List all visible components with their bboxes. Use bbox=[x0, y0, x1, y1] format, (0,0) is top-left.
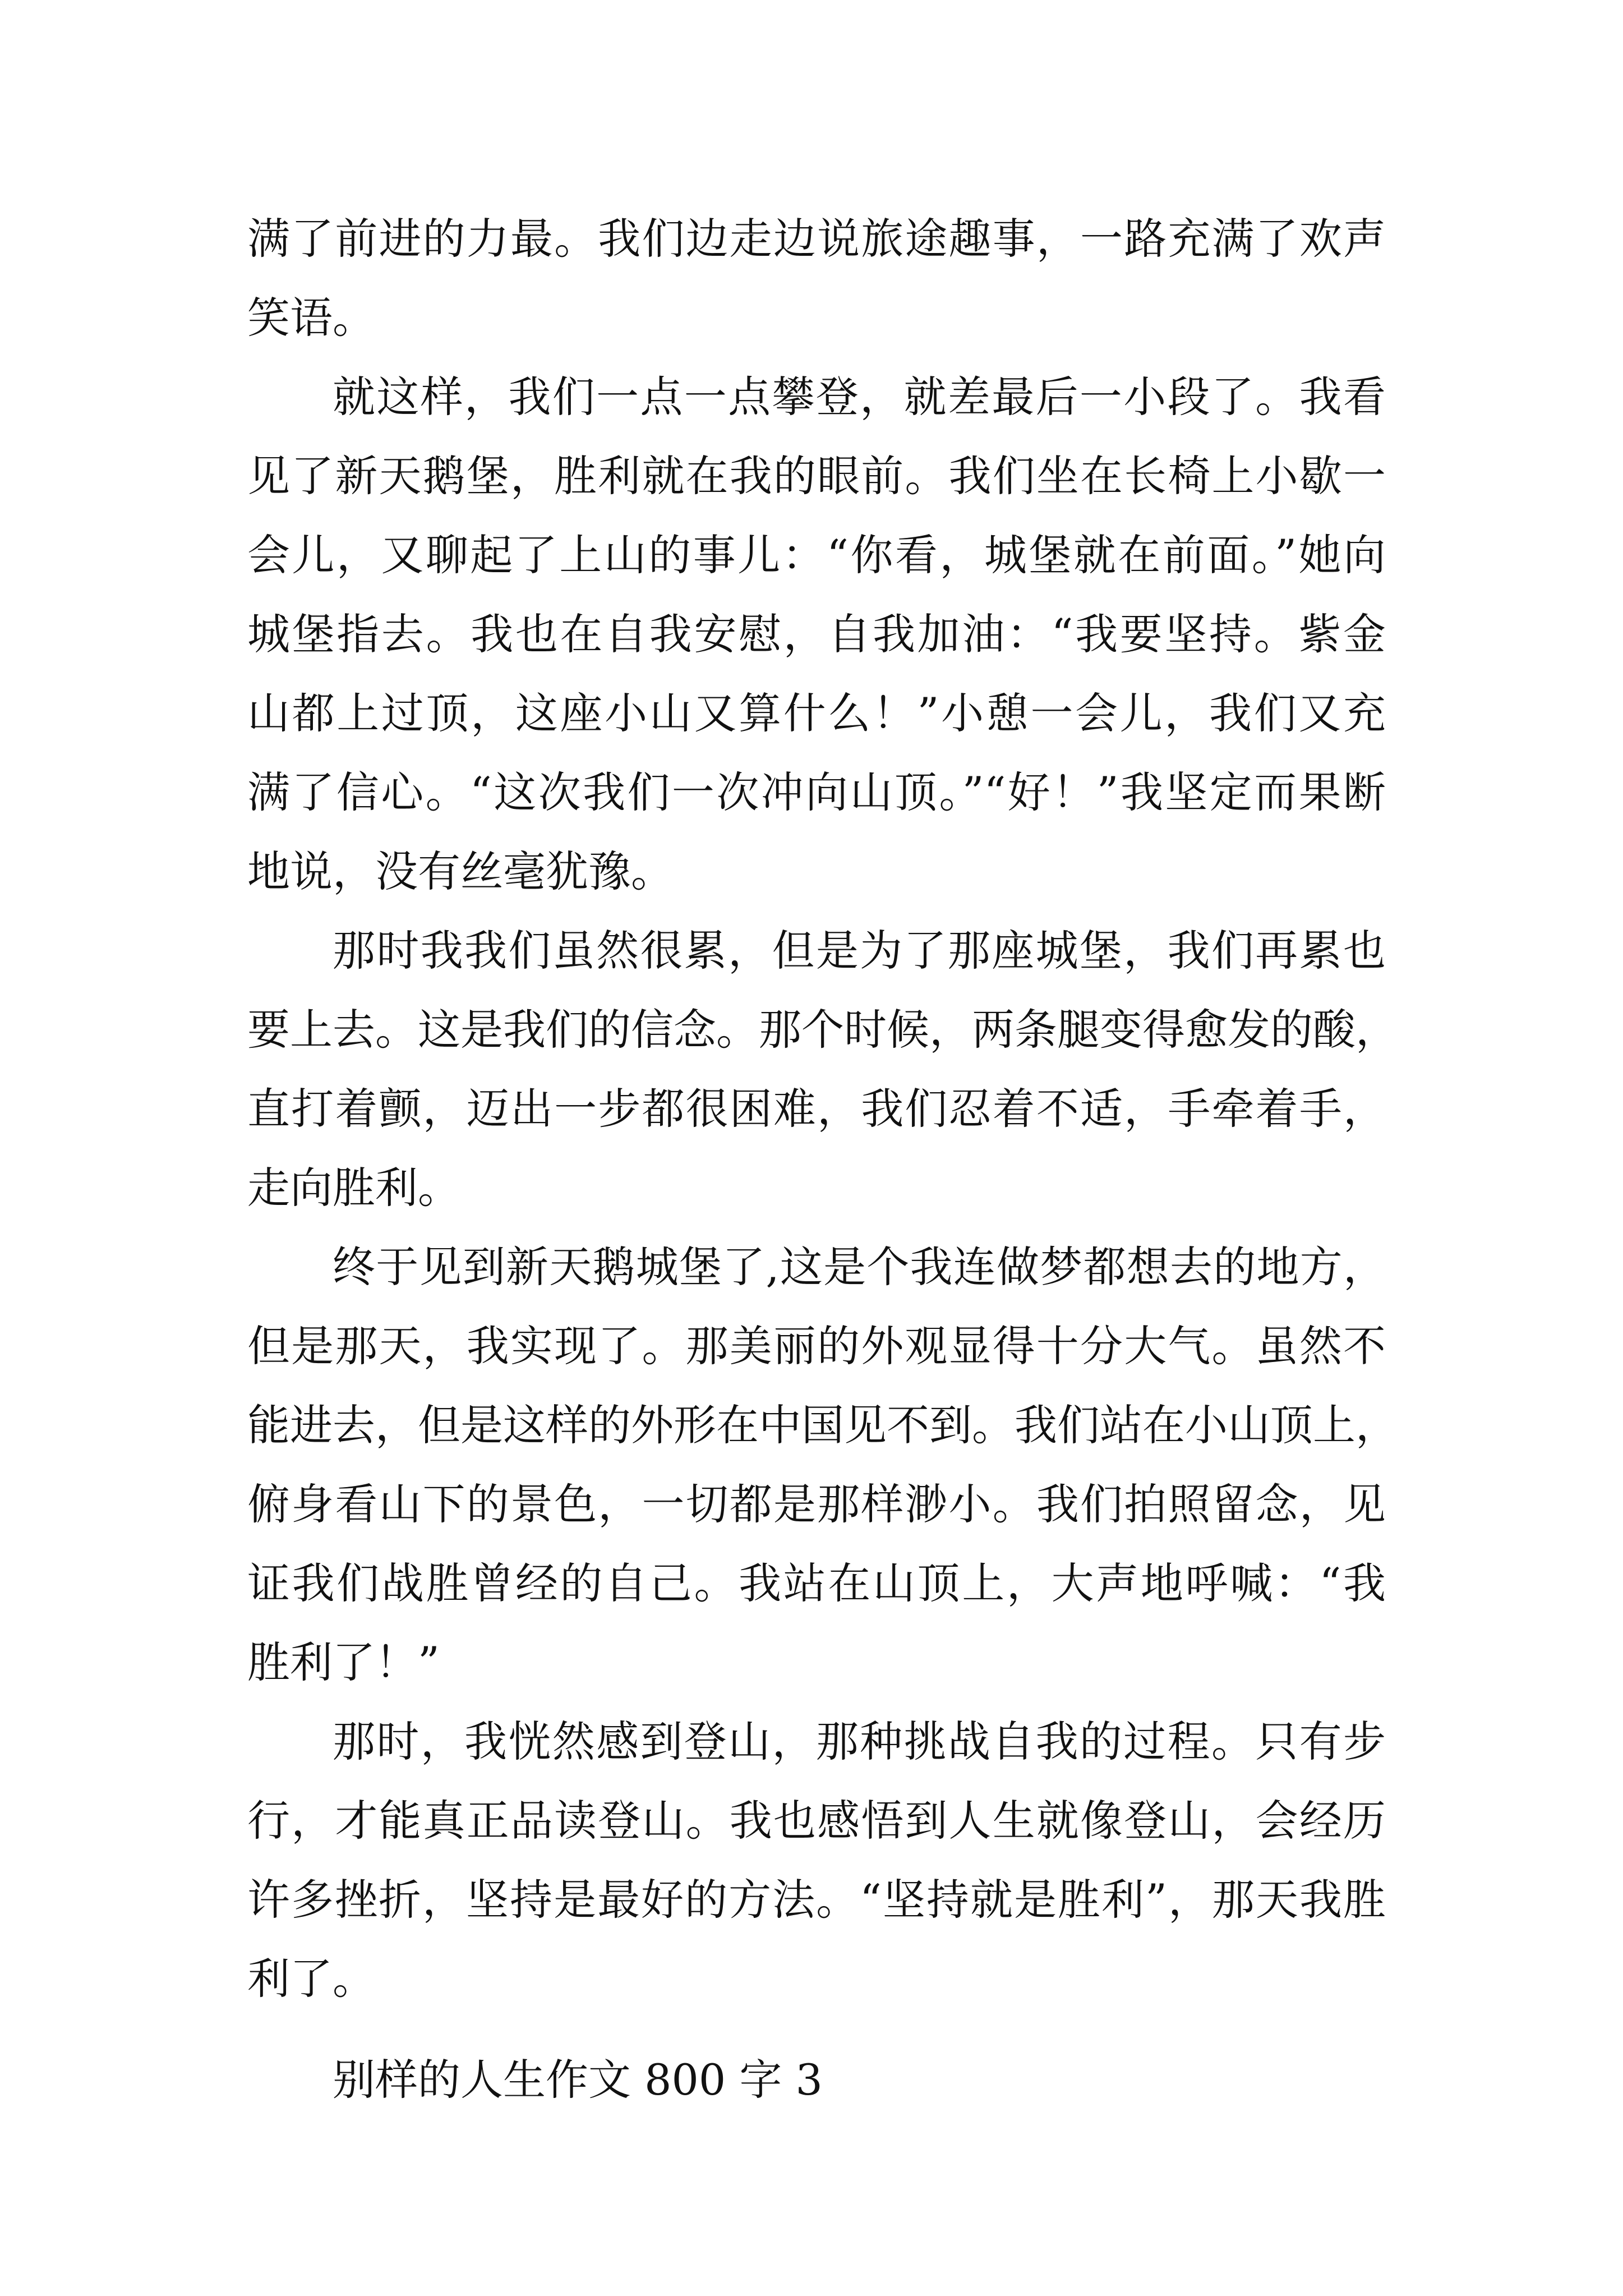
text-line: 会儿，又聊起了上山的事儿：“你看，城堡就在前面。”她向 bbox=[247, 530, 1386, 580]
section-heading: 别样的人生作文 800 字 3 bbox=[333, 2055, 823, 2105]
text-line: 但是那天，我实现了。那美丽的外观显得十分大气。虽然不 bbox=[247, 1321, 1386, 1371]
text-line: 走向胜利。 bbox=[247, 1163, 460, 1213]
paragraph-first-line: 那时，我恍然感到登山，那种挑战自我的过程。只有步 bbox=[333, 1717, 1386, 1766]
text-line: 直打着颤，迈出一步都很困难，我们忍着不适，手牵着手， bbox=[247, 1084, 1386, 1134]
text-line: 利了。 bbox=[247, 1954, 375, 2004]
text-line: 地说，没有丝毫犹豫。 bbox=[247, 846, 674, 896]
text-line: 证我们战胜曾经的自己。我站在山顶上，大声地呼喊：“我 bbox=[247, 1558, 1386, 1608]
text-line: 山都上过顶，这座小山又算什么！”小憩一会儿，我们又充 bbox=[247, 688, 1386, 738]
paragraph-first-line: 终于见到新天鹅城堡了,这是个我连做梦都想去的地方， bbox=[333, 1242, 1386, 1292]
text-line: 许多挫折，坚持是最好的方法。“坚持就是胜利”，那天我胜 bbox=[247, 1875, 1386, 1925]
paragraph-first-line: 那时我我们虽然很累，但是为了那座城堡，我们再累也 bbox=[333, 926, 1386, 976]
text-line: 能进去，但是这样的外形在中国见不到。我们站在小山顶上， bbox=[247, 1400, 1398, 1450]
text-line: 行，才能真正品读登山。我也感悟到人生就像登山，会经历 bbox=[247, 1796, 1386, 1846]
text-line: 要上去。这是我们的信念。那个时候，两条腿变得愈发的酸， bbox=[247, 1005, 1398, 1055]
text-line: 俯身看山下的景色，一切都是那样渺小。我们拍照留念，见 bbox=[247, 1479, 1386, 1529]
text-line: 胜利了！” bbox=[247, 1637, 440, 1687]
text-line: 满了信心。“这次我们一次冲向山顶。”“好！”我坚定而果断 bbox=[247, 767, 1386, 817]
text-line: 见了新天鹅堡，胜利就在我的眼前。我们坐在长椅上小歇一 bbox=[247, 451, 1386, 501]
text-line: 笑语。 bbox=[247, 293, 375, 343]
text-line: 城堡指去。我也在自我安慰，自我加油：“我要坚持。紫金 bbox=[247, 609, 1386, 659]
paragraph-first-line: 就这样，我们一点一点攀登，就差最后一小段了。我看 bbox=[333, 372, 1386, 422]
text-line: 满了前进的力最。我们边走边说旅途趣事，一路充满了欢声 bbox=[247, 214, 1386, 264]
